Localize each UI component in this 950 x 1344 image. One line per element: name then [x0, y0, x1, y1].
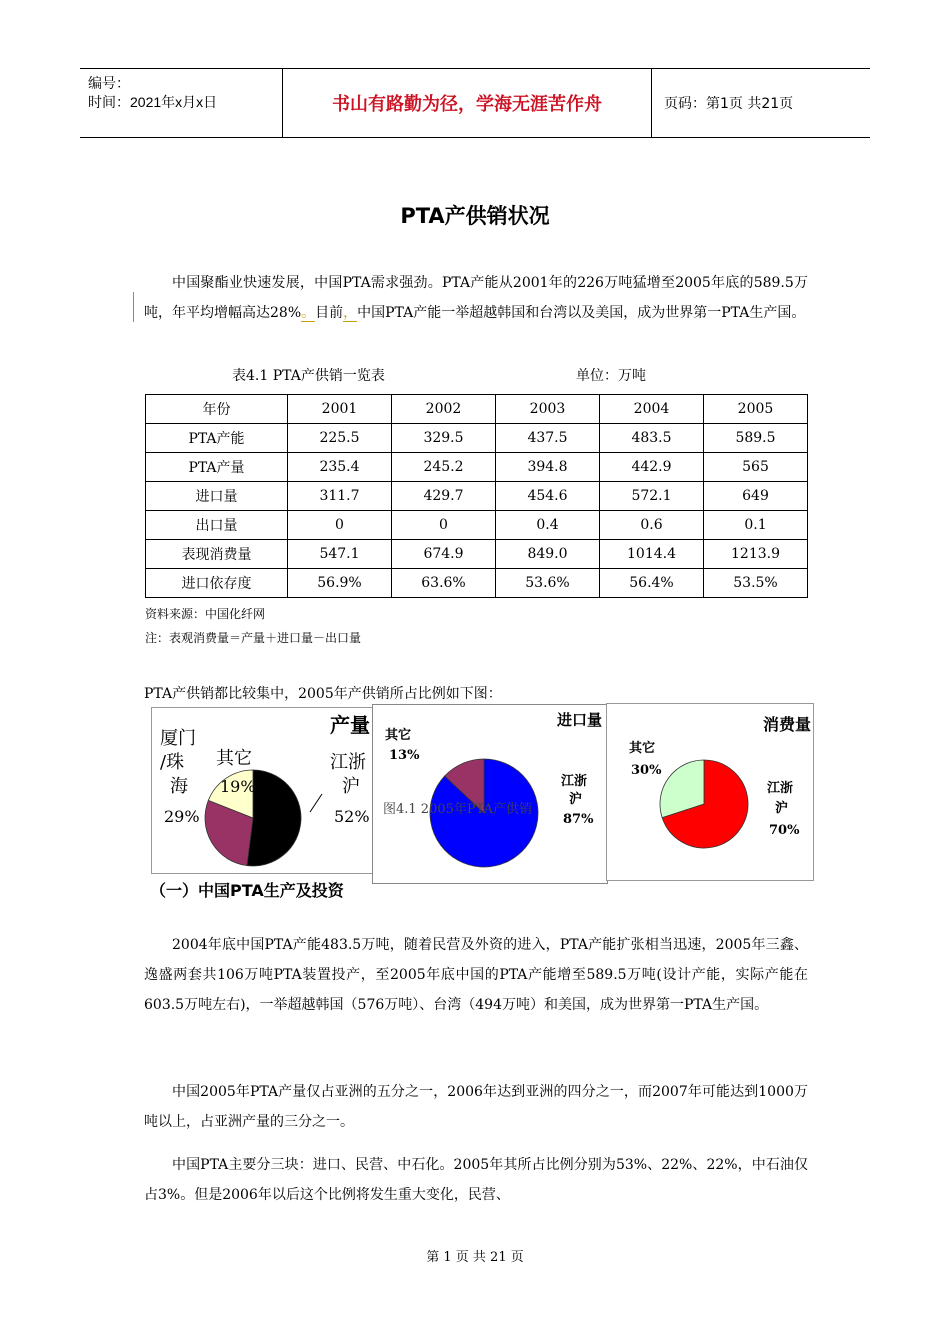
- chart-output-svg: [152, 708, 378, 873]
- page-header: [80, 68, 870, 138]
- pie-value-label: 70%: [769, 823, 800, 838]
- motto: 书山有路勤为径，学海无涯苦作舟: [332, 94, 602, 115]
- body-paragraph: 中国2005年PTA产量仅占亚洲的五分之一，2006年达到亚洲的四分之一，而2007年可能达到1000万吨以上，占亚洲产量的三分之一。: [144, 1084, 808, 1130]
- intro-mark-2: ，: [343, 305, 358, 321]
- table-cell: 483.5: [600, 424, 704, 453]
- table-cell: 437.5: [496, 424, 600, 453]
- table-cell: 225.5: [288, 424, 392, 453]
- table-source: 资料来源：中国化纤网: [145, 607, 266, 621]
- table-cell: 0.1: [704, 511, 808, 540]
- row-label: PTA产能: [146, 424, 288, 453]
- pta-table: [145, 394, 808, 598]
- table-row: [146, 482, 808, 511]
- header-cell: 2003: [496, 395, 600, 424]
- intro-paragraph: [144, 268, 808, 328]
- table-cell: 53.5%: [704, 569, 808, 598]
- header-cell: 年份: [146, 395, 288, 424]
- table-cell: 53.6%: [496, 569, 600, 598]
- row-label: PTA产量: [146, 453, 288, 482]
- table-cell: 572.1: [600, 482, 704, 511]
- header-motto-cell: [283, 69, 652, 137]
- header-cell: 2005: [704, 395, 808, 424]
- row-label: 表现消费量: [146, 540, 288, 569]
- intro-mark-1: 。: [301, 305, 316, 321]
- intro-text-1: 中国聚酯业快速发展，中国PTA需求强劲。PTA产能从2001年的226万吨猛增至2005年底的589.5万吨，年平均增幅高达28%: [144, 275, 808, 321]
- header-page-cell: [652, 69, 870, 137]
- pie-label: 其它: [216, 748, 252, 769]
- pie-value-label: 13%: [389, 748, 420, 763]
- chart-title: 进口量: [557, 711, 603, 729]
- table-cell: 649: [704, 482, 808, 511]
- pie-label: 其它: [385, 728, 412, 743]
- table-cell: 442.9: [600, 453, 704, 482]
- pie-value-label: 52%: [334, 807, 370, 826]
- table-row: [146, 424, 808, 453]
- pie-label: 厦门: [160, 728, 196, 749]
- pie-value-label: 29%: [164, 807, 200, 826]
- margin-marker: [133, 292, 134, 322]
- pie-label: 江浙: [767, 781, 794, 796]
- table-cell: 329.5: [392, 424, 496, 453]
- table-cell: 674.9: [392, 540, 496, 569]
- header-cell: 2004: [600, 395, 704, 424]
- pie-label: /珠: [160, 752, 185, 773]
- table-cell: 565: [704, 453, 808, 482]
- table-caption: 表4.1 PTA产供销一览表: [232, 368, 385, 384]
- table-note: 注：表观消费量＝产量＋进口量－出口量: [145, 631, 362, 645]
- table-cell: 0.6: [600, 511, 704, 540]
- pie-label: 其它: [629, 741, 656, 756]
- table-cell: 0.4: [496, 511, 600, 540]
- table-cell: 429.7: [392, 482, 496, 511]
- chart-intro: PTA产供销都比较集中，2005年产供销所占比例如下图：: [144, 686, 502, 702]
- pie-label: 江浙: [330, 752, 366, 773]
- pie-label: 沪: [342, 776, 360, 797]
- pie-label: 沪: [775, 801, 789, 816]
- intro-text-2: 中国PTA产能一举超越韩国和台湾以及美国，成为世界第一PTA生产国。: [357, 305, 806, 321]
- table-row: [146, 453, 808, 482]
- table-cell: 56.4%: [600, 569, 704, 598]
- table-cell: 311.7: [288, 482, 392, 511]
- pie-label: 海: [170, 776, 188, 797]
- table-header-row: [146, 395, 808, 424]
- table-cell: 547.1: [288, 540, 392, 569]
- header-cell: 2001: [288, 395, 392, 424]
- header-meta-cell: [80, 69, 283, 137]
- table-row: [146, 540, 808, 569]
- body-paragraph: 中国PTA主要分三块：进口、民营、中石化。2005年其所占比例分别为53%、22%、22%，中石油仅占3%。但是2006年以后这个比例将发生重大变化，民营、: [144, 1157, 808, 1203]
- number-label: 编号：: [88, 75, 130, 91]
- pie-label: 沪: [569, 792, 583, 807]
- chart-consumption-svg: [607, 704, 813, 880]
- row-label: 出口量: [146, 511, 288, 540]
- table-cell: 589.5: [704, 424, 808, 453]
- chart-title: 消费量: [763, 715, 812, 734]
- chart-import: [372, 704, 608, 884]
- figure-caption: 图4.1 2005年PTA产供销: [383, 802, 532, 817]
- table-cell: 56.9%: [288, 569, 392, 598]
- pie-value-label: 30%: [631, 763, 662, 778]
- table-cell: 0: [392, 511, 496, 540]
- table-cell: 1014.4: [600, 540, 704, 569]
- intro-text-mid: 目前: [315, 305, 344, 321]
- pie-label: 江浙: [561, 774, 588, 789]
- pie-value-label: 87%: [563, 812, 594, 827]
- chart-consumption: [606, 703, 814, 881]
- row-label: 进口量: [146, 482, 288, 511]
- table-cell: 394.8: [496, 453, 600, 482]
- section-heading: （一）中国PTA生产及投资: [150, 878, 344, 901]
- table-cell: 0: [288, 511, 392, 540]
- chart-import-svg: [373, 705, 607, 883]
- pie-value-label: 19%: [220, 777, 256, 796]
- body-paragraph: 2004年底中国PTA产能483.5万吨，随着民营及外资的进入，PTA产能扩张相当迅速，2005年三鑫、逸盛两套共106万吨PTA装置投产，至2005年底中国的PTA产能增至589.5万吨(设计产能，实际产能在603.5万吨左右)，一举超越韩国（576万吨）、台湾（494万吨）和美国，成为世界第一PTA生产国。: [144, 937, 808, 1013]
- table-row: [146, 569, 808, 598]
- table-cell: 454.6: [496, 482, 600, 511]
- page-info: 页码：第1页 共21页: [664, 96, 794, 112]
- chart-title: 产量: [330, 713, 370, 737]
- page-title: PTA产供销状况: [400, 204, 550, 228]
- time-label: 时间：2021年x月x日: [88, 94, 218, 110]
- table-cell: 245.2: [392, 453, 496, 482]
- page-footer: 第 1 页 共 21 页: [426, 1250, 524, 1265]
- table-cell: 1213.9: [704, 540, 808, 569]
- pie-consumption: [660, 760, 748, 848]
- table-row: [146, 511, 808, 540]
- chart-output: [151, 707, 379, 874]
- leader-line: [310, 794, 322, 812]
- row-label: 进口依存度: [146, 569, 288, 598]
- table-cell: 63.6%: [392, 569, 496, 598]
- table-unit: 单位：万吨: [576, 368, 646, 384]
- table-cell: 235.4: [288, 453, 392, 482]
- table-cell: 849.0: [496, 540, 600, 569]
- header-cell: 2002: [392, 395, 496, 424]
